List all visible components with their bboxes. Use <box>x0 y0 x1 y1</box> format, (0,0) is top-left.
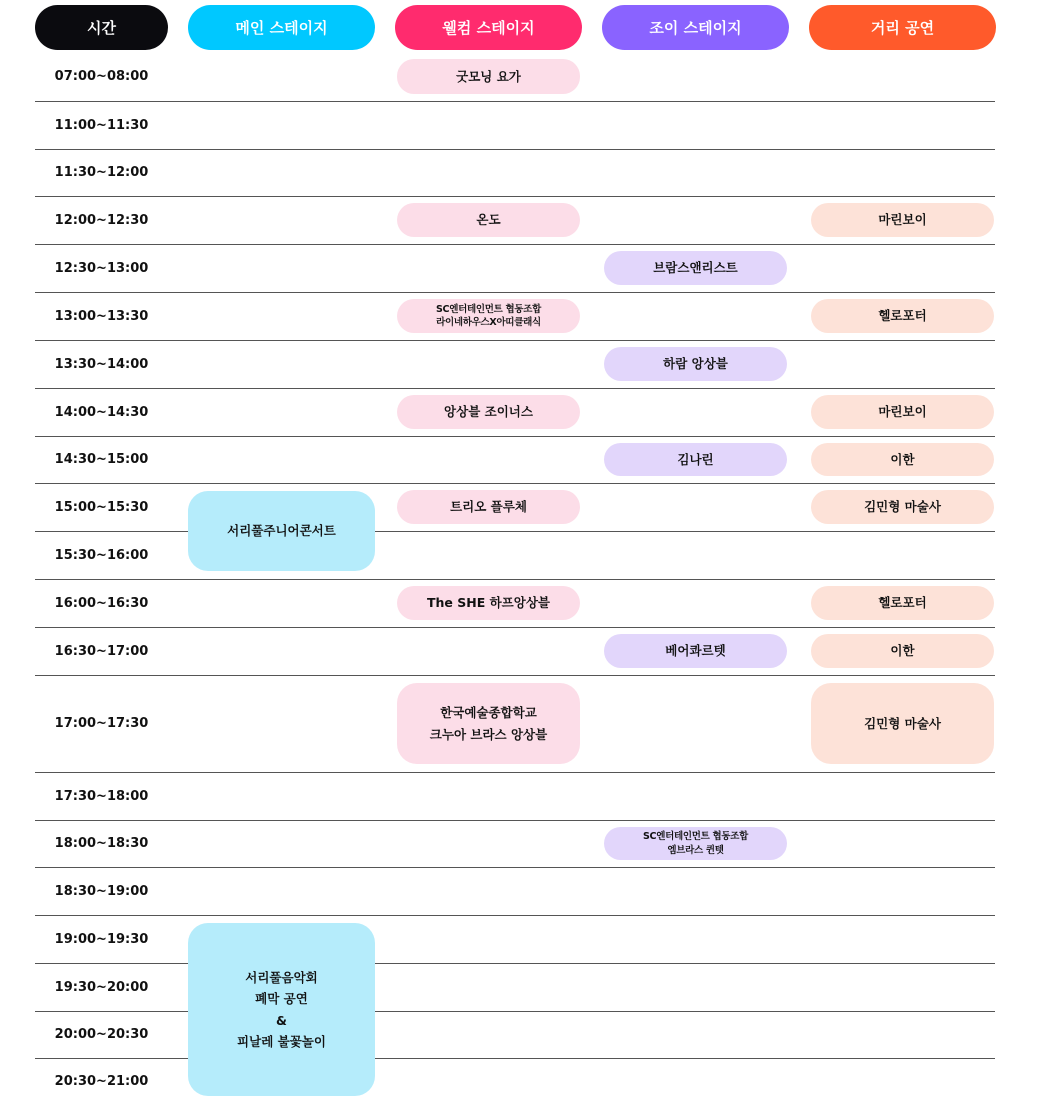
row-divider <box>35 820 995 821</box>
time-slot-label: 18:00~18:30 <box>54 836 149 851</box>
row-divider <box>35 531 995 532</box>
time-slot-label: 20:30~21:00 <box>54 1073 149 1089</box>
time-slot-label: 17:00~17:30 <box>54 716 149 731</box>
header-time: 시간 <box>35 5 168 50</box>
event-street-stage[interactable]: 이한 <box>811 443 994 476</box>
time-slot-label: 13:30~14:00 <box>54 356 149 372</box>
event-welcome-stage[interactable]: 굿모닝 요가 <box>397 59 580 94</box>
time-slot-label: 15:30~16:00 <box>54 547 149 563</box>
header-welcome-stage: 웰컴 스테이지 <box>395 5 582 50</box>
time-slot-label: 20:00~20:30 <box>54 1027 149 1042</box>
event-main-stage[interactable]: 서리풀주니어콘서트 <box>188 491 375 571</box>
event-welcome-stage[interactable]: SC엔터테인먼트 협동조합 라이네하우스X아띠클래식 <box>397 299 580 333</box>
event-street-stage[interactable]: 헬로포터 <box>811 299 994 333</box>
time-slot-label: 16:00~16:30 <box>54 595 149 611</box>
event-welcome-stage[interactable]: 앙상블 조이너스 <box>397 395 580 429</box>
row-divider <box>35 101 995 102</box>
event-street-stage[interactable]: 김민형 마술사 <box>811 490 994 524</box>
row-divider <box>35 867 995 868</box>
row-divider <box>35 483 995 484</box>
event-street-stage[interactable]: 마린보이 <box>811 203 994 237</box>
row-divider <box>35 196 995 197</box>
event-joy-stage[interactable]: 베어콰르텟 <box>604 634 787 668</box>
event-welcome-stage[interactable]: The SHE 하프앙상블 <box>397 586 580 620</box>
event-welcome-stage[interactable]: 한국예술종합학교 크누아 브라스 앙상블 <box>397 683 580 764</box>
row-divider <box>35 627 995 628</box>
row-divider <box>35 915 995 916</box>
event-welcome-stage[interactable]: 온도 <box>397 203 580 237</box>
event-street-stage[interactable]: 김민형 마술사 <box>811 683 994 764</box>
time-slot-label: 12:00~12:30 <box>54 212 149 228</box>
event-street-stage[interactable]: 마린보이 <box>811 395 994 429</box>
time-slot-label: 17:30~18:00 <box>54 788 149 804</box>
event-joy-stage[interactable]: SC엔터테인먼트 협동조합 엠브라스 퀸텟 <box>604 827 787 860</box>
event-joy-stage[interactable]: 하람 앙상블 <box>604 347 787 381</box>
time-slot-label: 12:30~13:00 <box>54 260 149 276</box>
event-joy-stage[interactable]: 김나린 <box>604 443 787 476</box>
event-joy-stage[interactable]: 브람스앤리스트 <box>604 251 787 285</box>
time-slot-label: 07:00~08:00 <box>54 69 149 84</box>
row-divider <box>35 1011 995 1012</box>
row-divider <box>35 772 995 773</box>
time-slot-label: 14:00~14:30 <box>54 404 149 420</box>
row-divider <box>35 149 995 150</box>
time-slot-label: 11:30~12:00 <box>54 165 149 180</box>
time-slot-label: 11:00~11:30 <box>54 117 149 133</box>
time-slot-label: 14:30~15:00 <box>54 452 149 467</box>
row-divider <box>35 340 995 341</box>
header-joy-stage: 조이 스테이지 <box>602 5 789 50</box>
row-divider <box>35 244 995 245</box>
row-divider <box>35 436 995 437</box>
time-slot-label: 15:00~15:30 <box>54 499 149 515</box>
time-slot-label: 19:30~20:00 <box>54 979 149 995</box>
time-slot-label: 19:00~19:30 <box>54 931 149 947</box>
event-main-stage[interactable]: 서리풀음악회 폐막 공연 & 피날레 불꽃놀이 <box>188 923 375 1096</box>
row-divider <box>35 292 995 293</box>
event-street-stage[interactable]: 이한 <box>811 634 994 668</box>
row-divider <box>35 675 995 676</box>
header-street-performance: 거리 공연 <box>809 5 996 50</box>
time-slot-label: 18:30~19:00 <box>54 883 149 899</box>
row-divider <box>35 388 995 389</box>
row-divider <box>35 579 995 580</box>
time-slot-label: 13:00~13:30 <box>54 308 149 324</box>
event-street-stage[interactable]: 헬로포터 <box>811 586 994 620</box>
event-welcome-stage[interactable]: 트리오 플루체 <box>397 490 580 524</box>
row-divider <box>35 963 995 964</box>
time-slot-label: 16:30~17:00 <box>54 643 149 659</box>
header-main-stage: 메인 스테이지 <box>188 5 375 50</box>
row-divider <box>35 1058 995 1059</box>
